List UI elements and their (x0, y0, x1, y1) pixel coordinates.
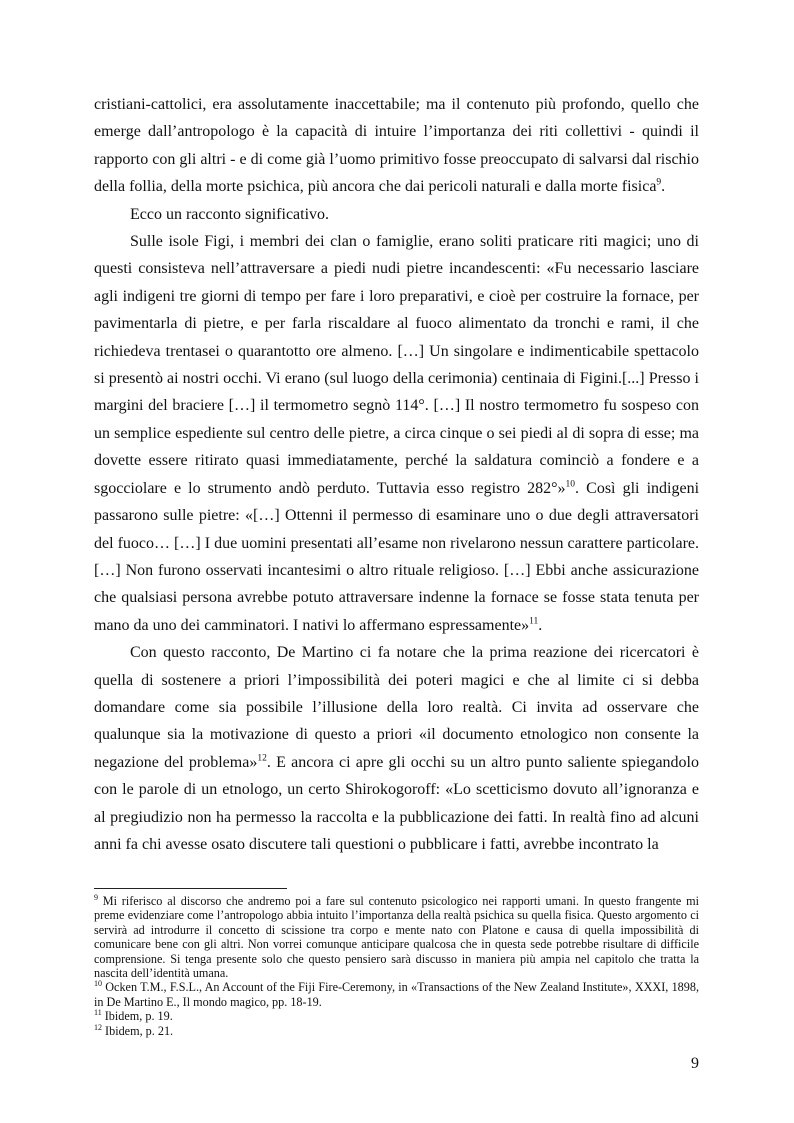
footnote-9: $^9$ Mi riferisco al discorso che andremo poi a fare sul contenuto psicologico nei rapporti umani. In questo frangente mi preme evidenziare come l’antropologo abbia intuito l’importanza della realtà psichica su quella fisica. Questo argomento ci servirà ad introdurre il concetto di scissione tra corpo e mente nato con Platone e causa di quella impossibilità di comunicare bene con gli altri. Non vorrei comunque anticipare qualcosa che in questa sede potrebbe risultare di difficile comprensione. Si tenga presente solo che questo pensiero sarà discusso in maniera più ampia nel capitolo che tratta la nascita dell’identità umana. (94, 892, 699, 981)
footnote-ref-11[interactable]: 11 (529, 616, 539, 627)
body-text (94, 91, 699, 858)
footnote-ref-12[interactable]: 12 (257, 753, 267, 764)
footnote-10: $^{10}$ Ocken T.M., F.S.L., An Account of the Fiji Fire-Ceremony, in «Transactions of the New Zealand Institute», XXXI, 1898, in De Martino E., Il mondo magico, pp. 18-19. (94, 979, 699, 1009)
paragraph-2: Ecco un racconto significativo. (130, 205, 330, 223)
page-number: 9 (691, 1055, 699, 1072)
paragraph-4: Con questo racconto, De Martino ci fa notare che la prima reazione dei ricercatori è quella di sostenere a priori l’impossibilità dei poteri magici e che al limite ci si debba domandare come sia possibile l’illusione della loro realtà. Ci invita ad osservare che qualunque sia la motivazione di questo a priori «il documento etnologico non consente la negazione del problema»$^{12}$. E ancora ci apre gli occhi su un altro punto saliente spiegandolo con le parole di un etnologo, un certo Shirokogoroff: «Lo scetticismo dovuto all’ignoranza e al pregiudizio non ha permesso la raccolta e la pubblicazione dei fatti. In realtà fino ad alcuni anni fa chi avesse osato discutere tali questioni o pubblicare i fatti, avrebbe incontrato la (94, 644, 700, 853)
footnotes (94, 894, 699, 1038)
footnote-ref-9[interactable]: 9 (656, 177, 662, 188)
paragraph-3: Sulle isole Figi, i membri dei clan o famiglie, erano soliti praticare riti magici; uno di questi consisteva nell’attraversare a piedi nudi pietre incandescenti: «Fu necessario lasciare agli indigeni tre giorni di tempo per fare i loro preparativi, e cioè per costruire la fornace, per pavimentarla di pietre, e per farla riscaldare al fuoco alimentato da tronchi e rami, il che richiedeva trentasei o quarantotto ore almeno. […] Un singolare e indimenticabile spettacolo si presentò ai nostri occhi. Vi erano (sul luogo della cerimonia) centinaia di Figini.[...] Presso i margini del braciere […] il termometro segnò 114°. […] Il nostro termometro fu sospeso con un semplice espediente sul centro delle pietre, a circa cinque o sei piedi al di sopra di esse; ma dovette essere ritirato quasi immediatamente, perché la saldatura cominciò a fondere e a sgocciolare e lo strumento andò perduto. Tuttavia esso registro 282°»$^{10}$. Così gli indigeni passarono sulle pietre: «[…] Ottenni il permesso di esaminare uno o due degli attraversatori del fuoco… […] I due uomini presentati all’esame non rivelarono nessun carattere particolare. […] Non furono osservati incantesimi o altro rituale religioso. […] Ebbi anche assicurazione che qualsiasi persona avrebbe potuto attraversare indenne la fornace se fosse stata tenuta per mano da uno dei camminatori. I nativi lo affermano espressamente»$^{11}$. (94, 233, 700, 634)
footnote-ref-10[interactable]: 10 (565, 479, 576, 490)
paragraph-1: cristiani-cattolici, era assolutamente inaccettabile; ma il contenuto più profondo, quello che emerge dall’antropologo è la capacità di intuire l’importanza dei riti collettivi - quindi il rapporto con gli altri - e di come già l’uomo primitivo fosse preoccupato di salvarsi dal rischio della follia, della morte psichica, più ancora che dai pericoli naturali e dalla morte fisica$^9$. (94, 96, 699, 196)
footnote-12: $^{12}$ Ibidem, p. 21. (94, 1022, 174, 1038)
footnote-11: $^{11}$ Ibidem, p. 19. (94, 1008, 173, 1024)
footnote-separator (94, 888, 287, 889)
